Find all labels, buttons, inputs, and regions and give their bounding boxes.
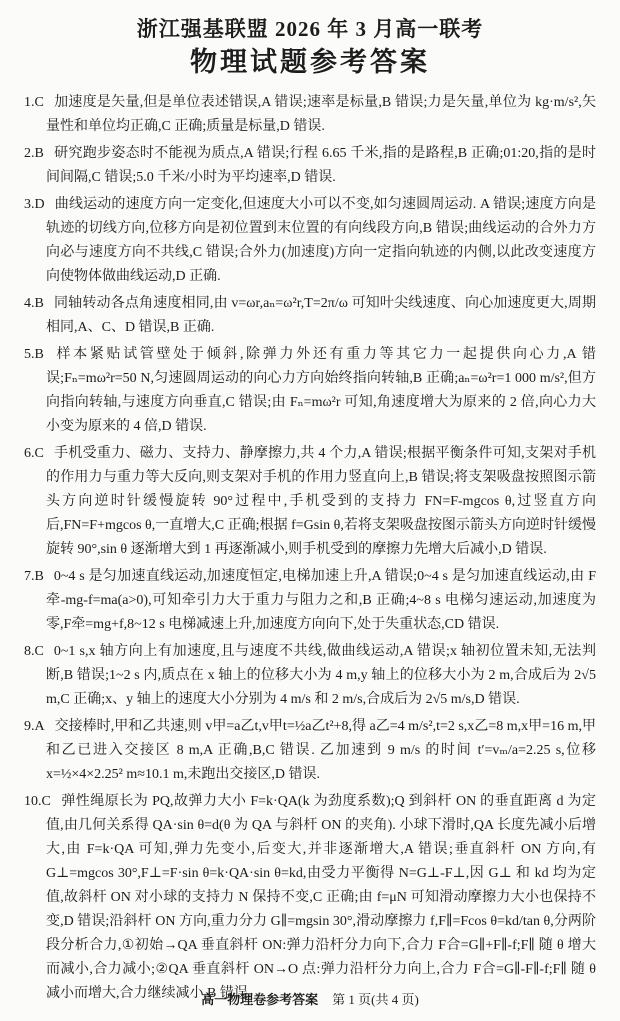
answer-text: 0~4 s 是匀加速直线运动,加速度恒定,电梯加速上升,A 错误;0~4 s 是匀加速直线运动,由 F牵-mg-f=ma(a>0),可知牵引力大于重力与阻力之和,B 正确;4~8 s 电梯匀速运动,加速度为零,F牵=mg+f,8~12 s 电梯减速上升,加速度方向向下,处于失重状态,CD 错误. bbox=[46, 568, 596, 632]
exam-title: 浙江强基联盟 2026 年 3 月高一联考 bbox=[136, 17, 484, 41]
page-footer bbox=[0, 992, 620, 1009]
answer-number: 9.A bbox=[24, 718, 45, 734]
answer-number: 3.D bbox=[24, 196, 45, 212]
answer-text: 曲线运动的速度方向一定变化,但速度大小可以不变,如匀速圆周运动. A 错误;速度方向是轨迹的切线方向,位移方向是初位置到末位置的有向线段方向,B 错误;曲线运动的合外力方向必与速度方向不共线,C 错误;合外力(加速度)方向一定指向轨迹的内侧,以此改变速度方向使物体做曲线运动,D 正确. bbox=[46, 196, 596, 284]
answer-text: 交接棒时,甲和乙共速,则 v甲=a乙t,v甲t=½a乙t²+8,得 a乙=4 m/s²,t=2 s,x乙=8 m,x甲=16 m,甲和乙已进入交接区 8 m,A 正确,B,C 错误. 乙加速到 9 m/s 的时间 t′=vₘ/a=2.25 s,位移 x=½×4×2.25² m≈10.1 m,未跑出交接区,D 错误. bbox=[46, 718, 596, 782]
answer-item-4 bbox=[24, 292, 596, 340]
answer-number: 10.C bbox=[24, 793, 51, 809]
answer-item-5 bbox=[24, 343, 596, 439]
answer-item-2 bbox=[24, 142, 596, 190]
answer-text: 加速度是矢量,但是单位表述错误,A 错误;速率是标量,B 错误;力是矢量,单位为 kg·m/s²,矢量性和单位均正确,C 正确;质量是标量,D 错误. bbox=[46, 94, 596, 134]
answer-number: 1.C bbox=[24, 94, 44, 110]
answer-number: 7.B bbox=[24, 568, 44, 584]
title-block bbox=[24, 14, 596, 81]
answer-number: 8.C bbox=[24, 643, 44, 659]
answer-item-1 bbox=[24, 91, 596, 139]
answer-number: 5.B bbox=[24, 346, 44, 362]
answer-item-10 bbox=[24, 790, 596, 1006]
exam-subtitle: 物理试题参考答案 bbox=[190, 47, 430, 78]
answer-number: 2.B bbox=[24, 145, 44, 161]
answer-text: 弹性绳原长为 PQ,故弹力大小 F=k·QA(k 为劲度系数);Q 到斜杆 ON 的垂直距离 d 为定值,由几何关系得 QA·sin θ=d(θ 为 QA 与斜杆 ON 的夹角). 小球下滑时,QA 长度先减小后增大,由 F=k·QA 可知,弹力先变小,后变大,并非逐渐增大,A 错误;垂直斜杆 ON 方向,有 G⊥=mgcos 30°,F⊥=F·sin θ=k·QA·sin θ=kd,由受力平衡得 N=G⊥-F⊥,因 G⊥ 和 kd 均为定值,故斜杆 ON 对小球的支持力 N 保持不变,C 正确;由 f=μN 可知滑动摩擦力大小也保持不变,D 错误;沿斜杆 ON 方向,重力分力 G∥=mgsin 30°,滑动摩擦力 f,F∥=Fcos θ=kd/tan θ,分两阶段分析合力,①初始→QA 垂直斜杆 ON:弹力沿杆分力向下,合力 F合=G∥+F∥-f;F∥ 随 θ 增大而减小,合力减小;②QA 垂直斜杆 ON→O 点:弹力沿杆分力向上,合力 F合=G∥-F∥-f;F∥ 随 θ 减小而增大,合力继续减小,B 错误. bbox=[46, 793, 596, 1001]
answer-item-9 bbox=[24, 715, 596, 787]
footer-document-title: 高一物理卷参考答案 bbox=[201, 991, 319, 1007]
answer-item-7 bbox=[24, 565, 596, 637]
answer-item-3 bbox=[24, 193, 596, 289]
answer-text: 0~1 s,x 轴方向上有加速度,且与速度不共线,做曲线运动,A 错误;x 轴初位置未知,无法判断,B 错误;1~2 s 内,质点在 x 轴上的位移大小为 4 m,y 轴上的位移大小为 2 m,合成后为 2√5 m,C 正确;x、y 轴上的速度大小分别为 4 m/s 和 2 m/s,合成后为 2√5 m/s,D 错误. bbox=[46, 643, 596, 707]
answer-text: 手机受重力、磁力、支持力、静摩擦力,共 4 个力,A 错误;根据平衡条件可知,支架对手机的作用力与重力等大反向,则支架对手机的作用力竖直向上,B 错误;将支架吸盘按照图示箭头方向逆时针缓慢旋转 90°过程中,手机受到的支持力 FN=F-mgcos θ,过竖直方向后,FN=F+mgcos θ,一直增大,C 正确;根据 f=Gsin θ,若将支架吸盘按图示箭头方向逆时针缓慢旋转 90°,sin θ 逐渐增大到 1 再逐渐减小,则手机受到的摩擦力先增大后减小,D 错误. bbox=[46, 445, 596, 557]
answer-text: 研究跑步姿态时不能视为质点,A 错误;行程 6.65 千米,指的是路程,B 正确;01:20,指的是时间间隔,C 错误;5.0 千米/小时为平均速率,D 错误. bbox=[46, 145, 596, 185]
footer-page-number: 第 1 页(共 4 页) bbox=[332, 991, 419, 1007]
answer-item-6 bbox=[24, 442, 596, 562]
answer-text: 同轴转动各点角速度相同,由 v=ωr,aₙ=ω²r,T=2π/ω 可知叶尖线速度、向心加速度更大,周期相同,A、C、D 错误,B 正确. bbox=[46, 295, 596, 335]
answer-number: 4.B bbox=[24, 295, 44, 311]
answers-list bbox=[24, 91, 596, 1006]
answer-text: 样本紧贴试管壁处于倾斜,除弹力外还有重力等其它力一起提供向心力,A 错误;Fₙ=mω²r=50 N,匀速圆周运动的向心力方向始终指向转轴,B 正确;aₙ=ω²r=1 000 m/s²,但方向指向转轴,与速度方向垂直,C 错误;由 Fₙ=mω²r 可知,角速度增大为原来的 2 倍,向心力大小变为原来的 4 倍,D 错误. bbox=[46, 346, 596, 434]
answer-item-8 bbox=[24, 640, 596, 712]
answer-number: 6.C bbox=[24, 445, 44, 461]
